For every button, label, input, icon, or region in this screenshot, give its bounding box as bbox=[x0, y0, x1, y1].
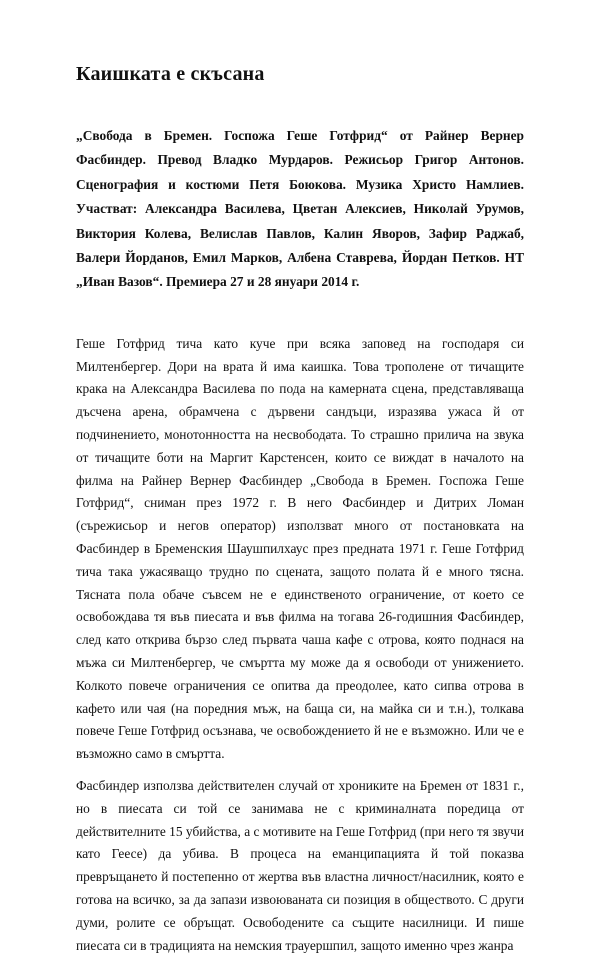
body-paragraph: Геше Готфрид тича като куче при всяка заповед на господаря си Милтенбергер. Дори на врата й има каишка. Това трополене от тичащите крака на Александра Василева по пода на камерната сцена, представляваща дъсчена арена, обрамчена с дървени сандъци, изразява ужаса й от подчинението, монотонността на несвободата. То страшно прилича на звука от тичащите боти на Маргит Карстенсен, които се виждат в началото на филма на Райнер Вернер Фасбиндер „Свобода в Бремен. Госпожа Геше Готфрид“, сниман през 1972 г. В него Фасбиндер и Дитрих Ломан (сърежисьор и негов оператор) използват много от постановката на Фасбиндер в Бременския Шаушпилхаус през предната 1971 г. Геше Готфрид тича така ужасяващо трудно по сцената, защото полата й е много тясна. Тясната пола обаче съвсем не е единственото ограничение, от което се освобождава тя във пиесата и във филма на тогава 26-годишния Фасбиндер, след като открива бързо след първата чаша кафе с отрова, която поднася на мъжа си Милтенбергер, че смъртта му може да я освободи от унижението. Колкото повече ограничения се опитва да преодолее, като сипва отрова в кафето или чая (на поредния мъж, на баща си, на майка си и т.н.), толкава повече Геше Готфрид осъзнава, че освобождението й не е възможно. Или че е възможно само в смъртта. bbox=[76, 335, 524, 762]
body-paragraph: Фасбиндер използва действителен случай от хрониките на Бремен от 1831 г., но в пиесата си той се занимава не с криминалната поредица от действителните 15 убийства, а с мотивите на Геше Готфрид (при него тя звучи като Геесе) да убива. В процеса на еманципацията й той показва превръщането й постепенно от жертва във властна личност/насилник, която е готова на всичко, за да запази извоюваната си позиция в обществото. С други думи, ролите се обръщат. Освободените са същите насилници. И пише пиесата си в традицията на немския трауершпил, защото именно чрез жанра bbox=[76, 777, 524, 953]
production-credits: „Свобода в Бремен. Госпожа Геше Готфрид“ от Райнер Вернер Фасбиндер. Превод Владко Мурдаров. Режисьор Григор Антонов. Сценография и костюми Петя Боюкова. Музика Христо Намлиев. Участват: Александра Василева, Цветан Алексиев, Николай Урумов, Виктория Колева, Велислав Павлов, Калин Яворов, Зафир Раджаб, Валери Йорданов, Емил Марков, Албена Ставрева, Йордан Петков. НТ „Иван Вазов“. Премиера 27 и 28 януари 2014 г. bbox=[76, 128, 524, 290]
document-page bbox=[76, 60, 524, 957]
article-title: Каишката е скъсана bbox=[76, 63, 265, 85]
